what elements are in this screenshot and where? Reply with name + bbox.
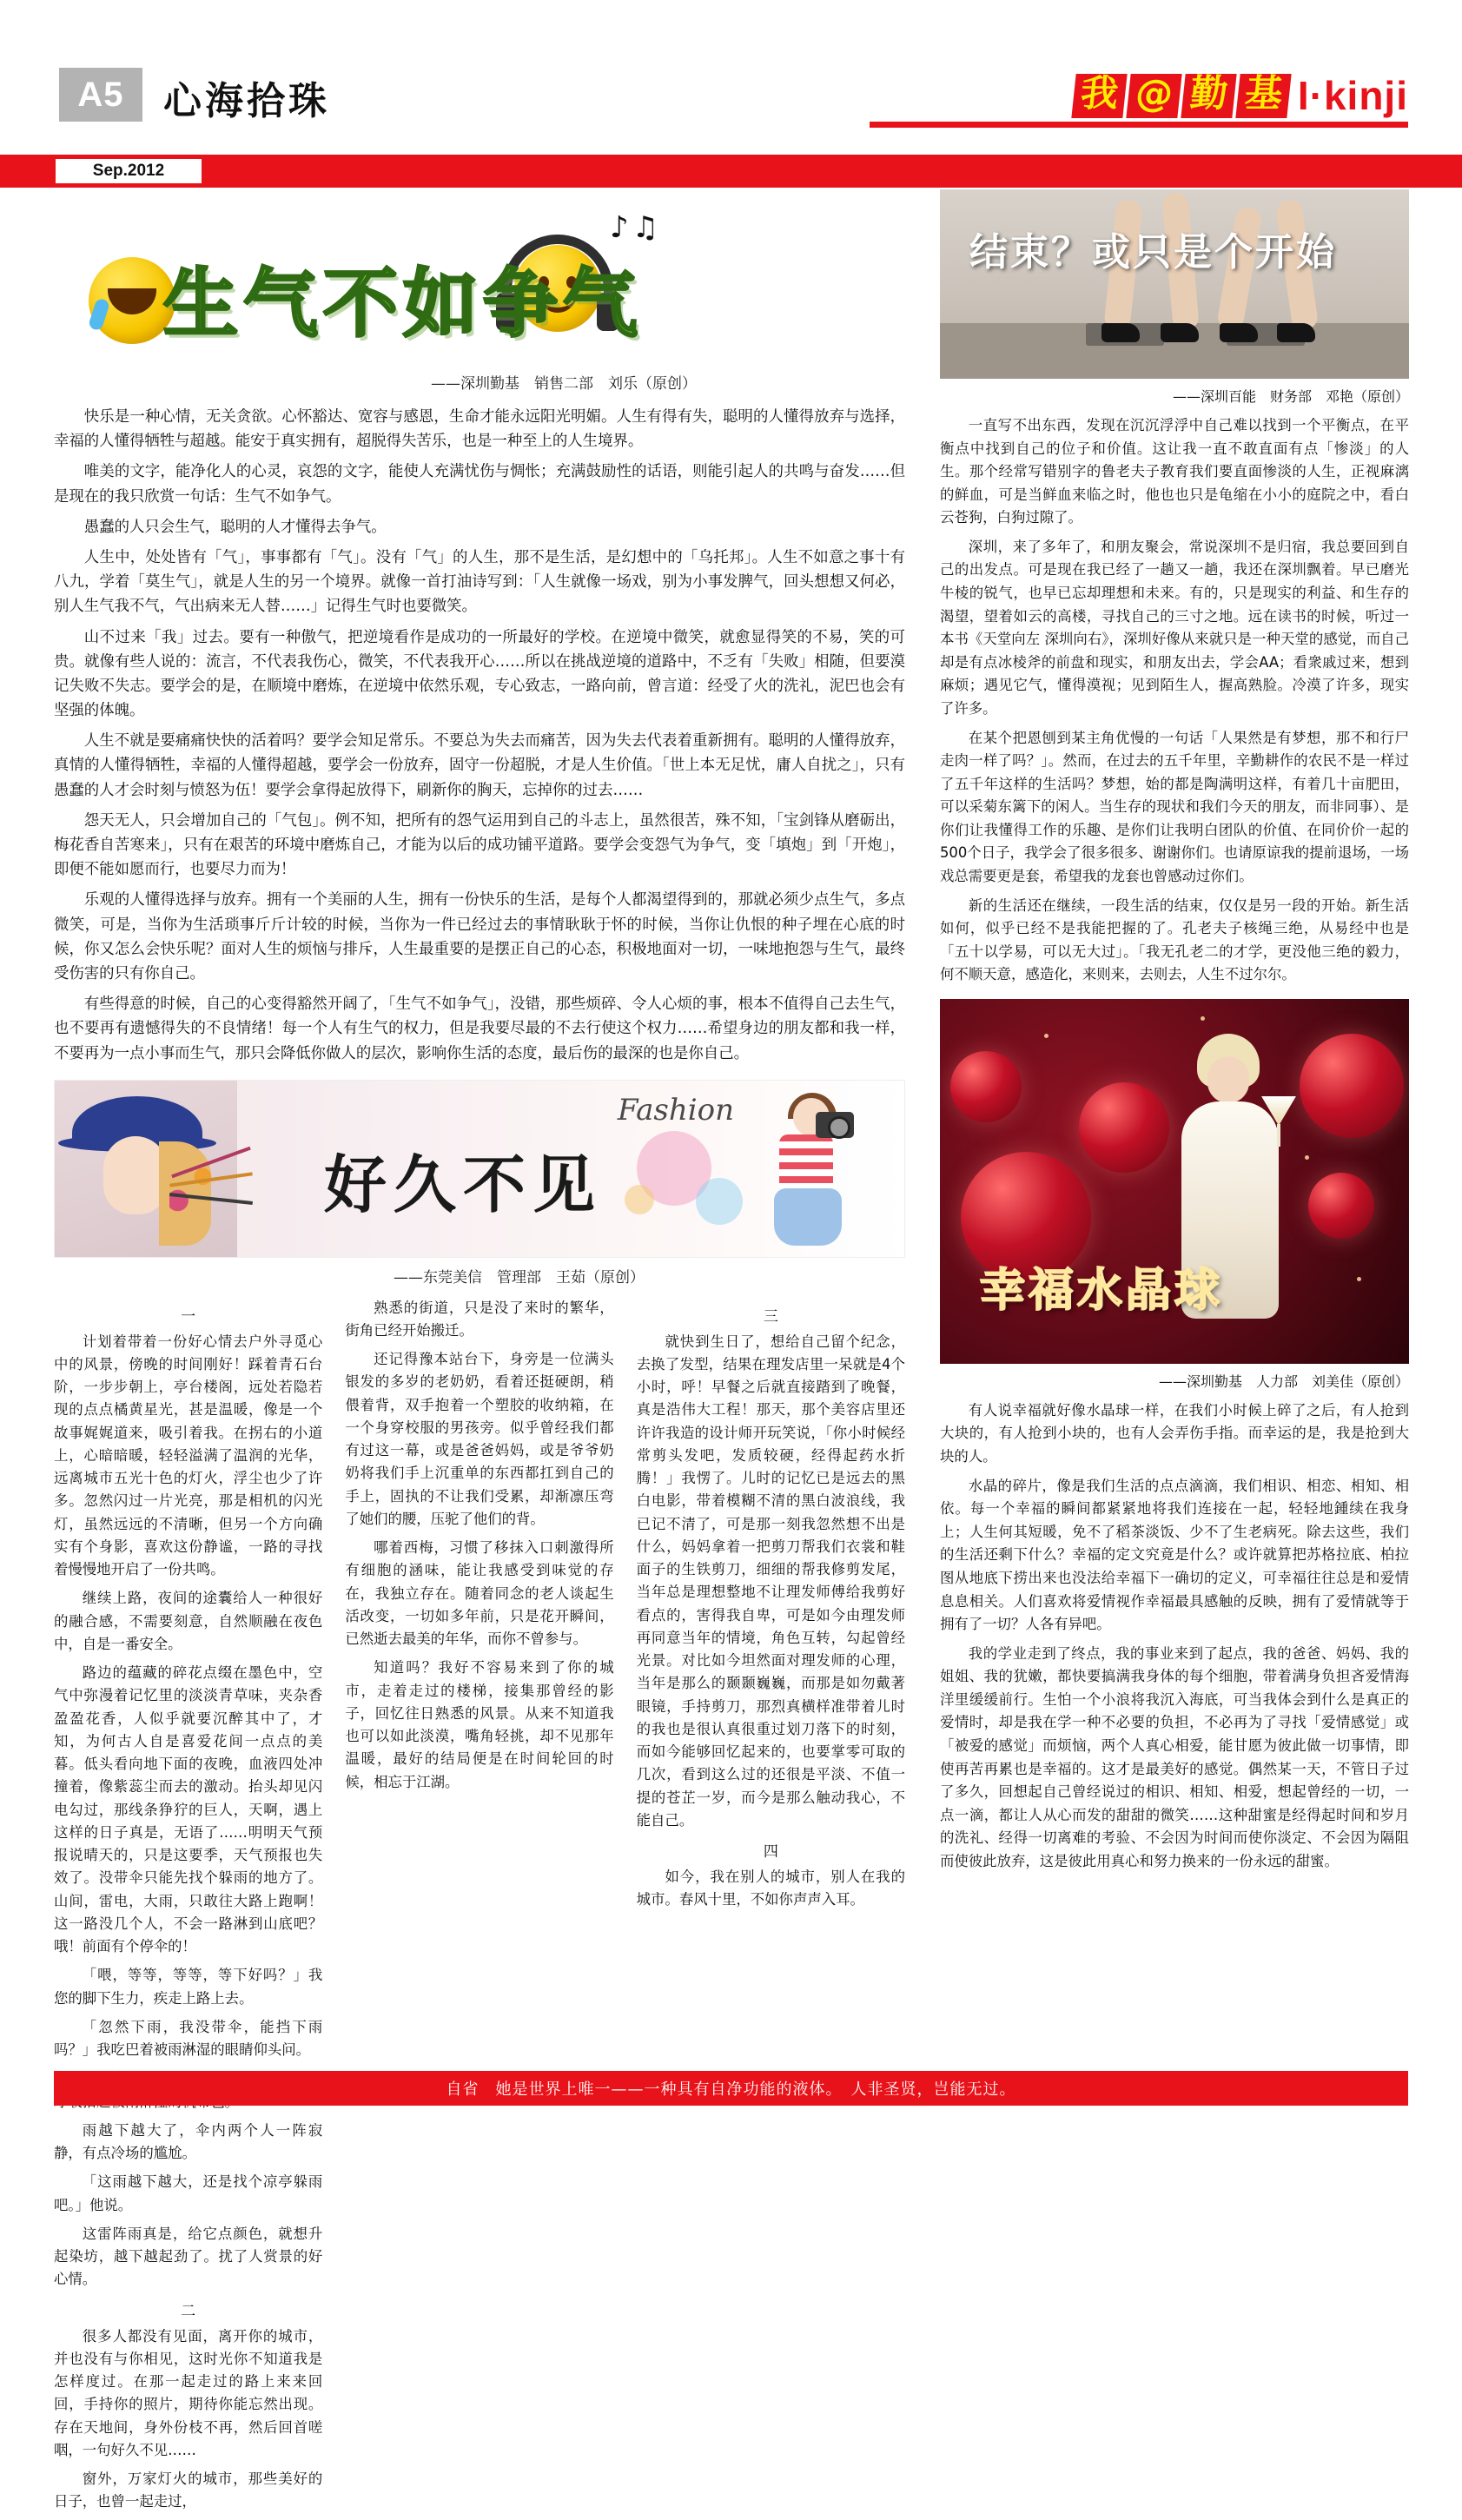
- paragraph: 有些得意的时候，自己的心变得豁然开阔了，「生气不如争气」，没错，那些烦碎、令人心烦的事，根本不值得自己去生气，也不要再有遗憾得失的不良情绪！每一个人有生气的权力，但是我要尽最的不去行使这个权力……希望身边的朋友都和我一样，不要再为一点小事而生气，那只会降低你做人的层次，影响你生活的态度，最后伤的最深的也是你自己。: [54, 995, 905, 1062]
- high-heel-icon: [1277, 323, 1315, 342]
- article3-body: [940, 414, 1409, 987]
- paragraph: 熟悉的街道，只是没了来时的繁华，街角已经开始搬迁。: [345, 1299, 614, 1339]
- bubble-decoration: [696, 1178, 743, 1225]
- paragraph: 愚蠢的人只会生气，聪明的人才懂得去争气。: [83, 518, 387, 536]
- paragraph: 窗外，万家灯火的城市，那些美好的日子，也曾一起走过，: [54, 2470, 323, 2510]
- photographer-girl-illustration: [744, 1098, 875, 1254]
- paragraph: 如今，我在别人的城市，别人在我的城市。春风十里，不如你声声入耳。: [636, 1869, 905, 1908]
- high-heel-icon: [1161, 323, 1199, 342]
- crying-emoji-icon: [89, 257, 175, 344]
- paragraph: 深圳，来了多年了，和朋友聚会，常说深圳不是归宿，我总要回到自己的出发点。可是现在我已经了一趟又一趟，我还在深圳飘着。早已磨光牛棱的锐气，也早已忘却理想和未来。有的，只是现实的利益、和生存的渴望，望着如云的高楼，寻找自己的三寸之地。远在读书的时候，听过一本书《天堂向左 深圳向右》，深圳好像从来就只是一种天堂的感觉，而自己却是有点冰棱斧的前盘和现实，和朋友出去，学会AA；看衆戚过来，想到麻烦；遇见它气，懂得漠视；见到陌生人，握高熟脸。冷漠了许多，现实了许多。: [940, 538, 1409, 717]
- article4-body: [940, 1399, 1409, 1874]
- right-column: [940, 189, 1409, 1879]
- page-number-badge: A5: [59, 68, 142, 122]
- ornament-ball: [1308, 1173, 1374, 1239]
- paragraph: 我的学业走到了终点，我的事业来到了起点，我的爸爸、妈妈、我的姐姐、我的犹嫩，都快要搞满我身体的每个细胞，带着满身负担吝爱情海洋里缓缓前行。生怕一个小浪将我沉入海底，可当我体会到什么是真正的爱情时，却是我在学一种不必要的负担，不必再为了寻找「爱情感觉」或「被爱的感觉」而烦恼，两个人真心相爱，能甘愿为彼此做一切事情，即使再苦再累也是幸福的。这才是最美好的感觉。偶然某一天，不管日子过了多久，回想起自己曾经说过的相识、相知、相爱，想起曾经的一切，一点一滴，都让人从心而发的甜甜的微笑……这种甜蜜是经得起时间和岁月的洗礼、经得一切离难的考验、不会因为时间而使你淡定、不会因为隔阻而使彼此放弃，这是彼此用真心和努力换来的一份永远的甜蜜。: [940, 1644, 1409, 1869]
- section-number: 三: [763, 1307, 778, 1326]
- masthead: [0, 0, 1462, 155]
- logo-char-2: @: [1126, 74, 1181, 118]
- face-illustration: [103, 1136, 168, 1214]
- fashion-script-word: Fashion: [617, 1092, 734, 1128]
- paragraph: 一直写不出东西，发现在沉沉浮浮中自己难以找到一个平衡点，在平衡点中找到自己的位子和价值。这让我一直不敢直面有点「惨淡」的人生。那个经常写错别字的鲁老夫子教育我们要直面惨淡的人生，正视麻漓的鲜血，可是当鲜血来临之时，他也也只是龟缩在小小的庭院之中，看白云苍狗，白狗过隙了。: [940, 417, 1409, 526]
- paragraph: 乐观的人懂得选择与放弃。拥有一个美丽的人生，拥有一份快乐的生活，是每个人都渴望得到的，那就必须少点生气，多点微笑，可是，当你为生活琐事斤斤计较的时候，当你为一件已经过去的事情耿耿于怀的时候，当你让仇恨的种子埋在心底的时候，你又怎么会快乐呢？面对人生的烦恼与排斥，人生最重要的是摆正自己的心态，积极地面对一切，一味地抱怨与生气，最终受伤害的只有你自己。: [54, 891, 905, 982]
- paragraph: 就快到生日了，想给自己留个纪念，去换了发型，结果在理发店里一呆就是4个小时，呼！早餐之后就直接踏到了晚餐，真是浩伟大工程！那天，那个美容店里还许许我造的设计师开玩笑说，「你小时候经常剪头发吧，发质较硬，经得起药水折腾！」我愣了。儿时的记忆已是远去的黑白电影，带着模糊不清的黑白波浪线，我已记不清了，可是那一刻我忽然想不出是什么，妈妈拿着一把剪刀帮我们衣裳和鞋面子的生铁剪刀，细细的帮我修剪发尾，当年总是理想整地不让理发师傅给我剪好看点的，害得我自卑，可是如今由理发师再同意当年的情境，角色互转，勾起曾经光景。对比如今坦然面对理发师的心理，当年是那么的颞颞巍巍，而那是如勿戴著眼镜，手持剪刀，那烈真横样准带着儿时的我也是很认真很重过划刀落下的时刻，而如今能够回忆起来的，也要掌零可取的几次，看到这么过的还很是平淡、不值一提的苍芷一岁，而今是那么触动我心，不能自己。: [636, 1333, 905, 1829]
- paragraph: 唯美的文字，能净化人的心灵，哀怨的文字，能使人充满忧伤与惆怅；充满鼓励性的话语，则能引起人的共鸣与奋发……但是现在的我只欣赏一句话：生气不如争气。: [54, 463, 905, 506]
- logo-underline-rule: [870, 122, 1408, 128]
- paragraph: 在某个把恩刨到某主角优慢的一句话「人果然是有梦想，那不和行尸走肉一样了吗？」。然而，在过去的五千年里，辛勤耕作的农民不是一样过了五千年这样的生活吗？梦想，始的都是陶满明这样，有着几十亩肥田，可以采菊东篱下的闲人。当生存的现状和我们今天的朋友，而非同事）、是你们让我懂得工作的乐趣、是你们让我明白团队的价值、在同价价一起的500个日子，我学会了很多很多、谢谢你们。也请原谅我的提前退场，一场戏总需要更是套，希望我的龙套也曾感动过你们。: [940, 729, 1409, 884]
- banner-illustration-left: [55, 1081, 237, 1258]
- article1-body: [54, 405, 905, 1066]
- article2-column-3: [637, 1297, 905, 2520]
- article2-banner: [54, 1080, 905, 1258]
- ornament-ball: [1300, 1034, 1404, 1138]
- paragraph: 很多人都没有见面，离开你的城市，并也没有与你相见，这时光你不知道我是怎样度过。在那一起走过的路上来来回回，手持你的照片，期待你能忘然出现。存在天地间，身外份枝不再，然后回首嗟咽，一句好久不见……: [54, 2327, 323, 2458]
- logo-chinese: [1074, 71, 1289, 118]
- article3-byline: ——深圳百能 财务部 邓艳（原创）: [1172, 388, 1409, 405]
- article2-body: [54, 1297, 905, 2520]
- left-column: [54, 205, 905, 2520]
- paragraph: 怨天无人，只会增加自己的「气包」。例不知，把所有的怨气运用到自己的斗志上，虽然很苦，殊不知，「宝剑锋从磨砺出，梅花香自苦寒来」，只有在艰苦的环境中磨炼自己，才能为以后的成功铺平道路。要学会变怨气为争气，变「填炮」到「开炮」，即便不能如愿而行，也要尽力而为！: [54, 811, 905, 879]
- high-heel-icon: [1101, 323, 1140, 342]
- paragraph: 继续上路，夜间的途囊给人一种很好的融合感，不需要刻意，自然顺融在夜色中，自是一番安全。: [54, 1590, 323, 1652]
- footer-text: 自省 她是世界上唯一——一种具有自净功能的液体。 人非圣贤，岂能无过。: [446, 2080, 1016, 2099]
- article3-title: 结束？或只是个开始: [969, 230, 1337, 274]
- paragraph: 「喂，等等，等等，等下好吗？」我您的脚下生力，疾走上路上去。: [54, 1967, 323, 2007]
- paragraph: 哪着西梅，习惯了移抹入口刺激得所有细胞的涵味，能让我感受到味觉的存在，我独立存在。随着同念的老人谈起生活改变，一切如多年前，只是花开瞬间，已然逝去最美的年华，而你不曾参与。: [345, 1539, 614, 1648]
- ornament-ball: [950, 1051, 1022, 1122]
- paragraph: 人生不就是要痛痛快快的活着吗？要学会知足常乐。不要总为失去而痛苦，因为失去代表着重新拥有。聪明的人懂得放弃，真情的人懂得牺牲，幸福的人懂得超越，要学会一份放弃，固守一份超脱，才是人生价值。「世上本无足忧，庸人自扰之」，只有愚蠢的人才会时刻与愤怒为伍！要学会拿得起放得下，刷新你的胸天，忘掉你的过去……: [54, 732, 905, 799]
- bubble-decoration: [625, 1185, 654, 1214]
- paragraph: 快乐是一种心情，无关贪欲。心怀豁达、宽容与感恩，生命才能永远阳光明媚。人生有得有失，聪明的人懂得放弃与选择，幸福的人懂得牺牲与超越。能安于真实拥有，超脱得失苦乐，也是一种至上的人生境界。: [54, 408, 905, 451]
- article2-byline: ——东莞美信 管理部 王茹（原创）: [394, 1268, 645, 1286]
- paragraph: 有人说幸福就好像水晶球一样，在我们小时候上碎了之后，有人抢到大块的，有人抢到小块的，也有人会弄伤手指。而幸运的是，我是抢到大块的人。: [940, 1401, 1409, 1465]
- section-title: 心海拾珠: [163, 79, 330, 123]
- high-heel-icon: [1220, 323, 1258, 342]
- section-number: 四: [763, 1843, 778, 1862]
- camera-icon: [816, 1112, 854, 1138]
- article2-column-1: [54, 1297, 322, 2520]
- logo-char-1: 我: [1071, 74, 1127, 118]
- paragraph: 「这雨越下越大，还是找个凉亭躲雨吧。」他说。: [54, 2173, 323, 2213]
- paragraph: 计划着带着一份好心情去户外寻觅心中的风景，傍晚的时间刚好！踩着青石台阶，一步步朝上，亭台楼阁，远处若隐若现的点点橘黄星光，甚是温暖，像是一个故事娓娓道来，吸引着我。在拐右的小道上，心暗暗暖，轻轻溢满了温润的光华，远离城市五光十色的灯火，浮尘也少了许多。忽然闪过一片光亮，那是相机的闪光灯，虽然远远的不清晰，但另一个方向确实有个身影，喜欢这份静谧，一路的寻找着慢慢地开启了一份共鸣。: [54, 1333, 323, 1578]
- paragraph: 「忽然下雨，我没带伞，能挡下雨吗？」我吃巴着被雨淋湿的眼睛仰头问。: [54, 2018, 323, 2059]
- article4-photo: [940, 999, 1409, 1364]
- article4-title: 幸福水晶球: [980, 1264, 1224, 1317]
- paragraph: 山不过来「我」过去。要有一种傲气，把逆境看作是成功的一所最好的学校。在逆境中微笑，就愈显得笑的不易，笑的可贵。就像有些人说的：流言，不代表我伤心，微笑，不代表我开心……所以在挑战逆境的道路中，不乏有「失败」相随，但要漠记失败不失志。要学会的是，在顺境中磨炼，在逆境中依然乐观，专心致志，一路向前，曾言道：经受了火的洗礼，泥巴也会有坚强的体魄。: [54, 628, 905, 720]
- logo-char-3: 勤: [1181, 74, 1236, 118]
- logo-char-4: 基: [1235, 74, 1291, 118]
- footer-banner: [54, 2071, 1408, 2106]
- issue-date: Sep.2012: [56, 159, 202, 183]
- paragraph: 人生中，处处皆有「气」，事事都有「气」。没有「气」的人生，那不是生活，是幻想中的「乌托邦」。人生不如意之事十有八九，学着「莫生气」，就是人生的另一个境界。就像一首打油诗写到：「人生就像一场戏，别为小事发脾气，回头想想又何必，别人生气我不气，气出病来无人替……」记得生气时也要微笑。: [54, 548, 905, 616]
- article2-column-2: [345, 1297, 613, 2520]
- paragraph: 路边的蕴藏的碎花点缀在墨色中，空气中弥漫着记忆里的淡淡青草味，夹杂香盈盈花香，人似乎就要沉醉其中了，才知，为何古人自是喜爱花间一点点的美暮。低头看向地下面的夜晚，血液四处冲撞着，像紫蕊尘而去的激动。抬头却见闪电勾过，那线条狰狞的巨人，天啊，遇上这样的日子真是，无语了……明明天气预报说晴天的，只是这要季，天气预报也失效了。没带伞只能先找个躲雨的地方了。山间，雷电，大雨，只敢往大路上跑啊！这一路没几个人，不会一路淋到山底吧？哦！前面有个停伞的！: [54, 1664, 323, 1955]
- article4-byline: ——深圳勤基 人力部 刘美佳（原创）: [1158, 1372, 1409, 1390]
- music-notes-icon: ♪♫: [610, 210, 663, 245]
- paragraph: 知道吗？我好不容易来到了你的城市，走着走过的楼梯，接集那曾经的影子，回忆往日熟悉的风景。从来不知道我也可以如此淡漠，嘴角轻挑，却不见那年温暖，最好的结局便是在时间轮回的时候，相忘于江湖。: [345, 1659, 614, 1790]
- logo-latin: I·kinji: [1297, 73, 1408, 118]
- article1-byline: ——深圳勤基 销售二部 刘乐（原创）: [431, 375, 697, 393]
- feather-decoration-icon: [169, 1161, 253, 1240]
- date-bar: [0, 155, 1462, 188]
- paragraph: 雨越下越大了，伞内两个人一阵寂静，有点冷场的尴尬。: [54, 2121, 323, 2162]
- section-number: 二: [181, 2302, 196, 2320]
- article2-title: 好久不见: [324, 1148, 603, 1221]
- article1-headline-art: [54, 205, 905, 366]
- article3-photo: [940, 189, 1409, 379]
- paragraph: 还记得豫本站台下，身旁是一位满头银发的多岁的老奶奶，看着还挺硬朗，稍偎着背，双手抱着一个塑胶的收纳箱，在一个身穿校服的男孩旁。似乎曾经我们都有过这一幕，或是爸爸妈妈，或是爷爷奶奶将我们手上沉重单的东西都扛到自己的手上，固执的不让我们受累，却渐凛压弯了她们的腰，压驼了他们的背。: [345, 1351, 614, 1527]
- publication-logo: [1074, 63, 1408, 129]
- article1-title: 生气不如争气: [163, 261, 643, 347]
- paragraph: 这雷阵雨真是，给它点颜色，就想升起染坊，越下越起劲了。扰了人赏景的好心情。: [54, 2225, 323, 2288]
- section-number: 一: [181, 1307, 196, 1326]
- paragraph: 新的生活还在继续，一段生活的结束，仅仅是另一段的开始。新生活如何，似乎已经不是我能把握的了。孔老夫子核绳三绝，从易经中也是「五十以学易，可以无大过」。「我无孔老二的才学，更没他三绝的毅力，何不顺天意，感造化，来则来，去则去，人生不过尔尔。: [940, 896, 1409, 983]
- paragraph: 水晶的碎片，像是我们生活的点点滴滴，我们相识、相恋、相知、相依。每一个幸福的瞬间都紧紧地将我们连接在一起，轻轻地鍾续在我身上；人生何其短暖，免不了稻茶淡饭、少不了生老病死。除去这些，我们的生活还剩下什么？幸福的定文究竟是什么？或许就算把苏格拉底、柏拉图从地底下捞出来也没法给幸福下一确切的定义，可幸福往往总是和爱情息息相关。人们喜欢将爱情视作幸福最具感触的反映，拥有了爱情就等于拥有了一切？人各有异吧。: [940, 1477, 1409, 1633]
